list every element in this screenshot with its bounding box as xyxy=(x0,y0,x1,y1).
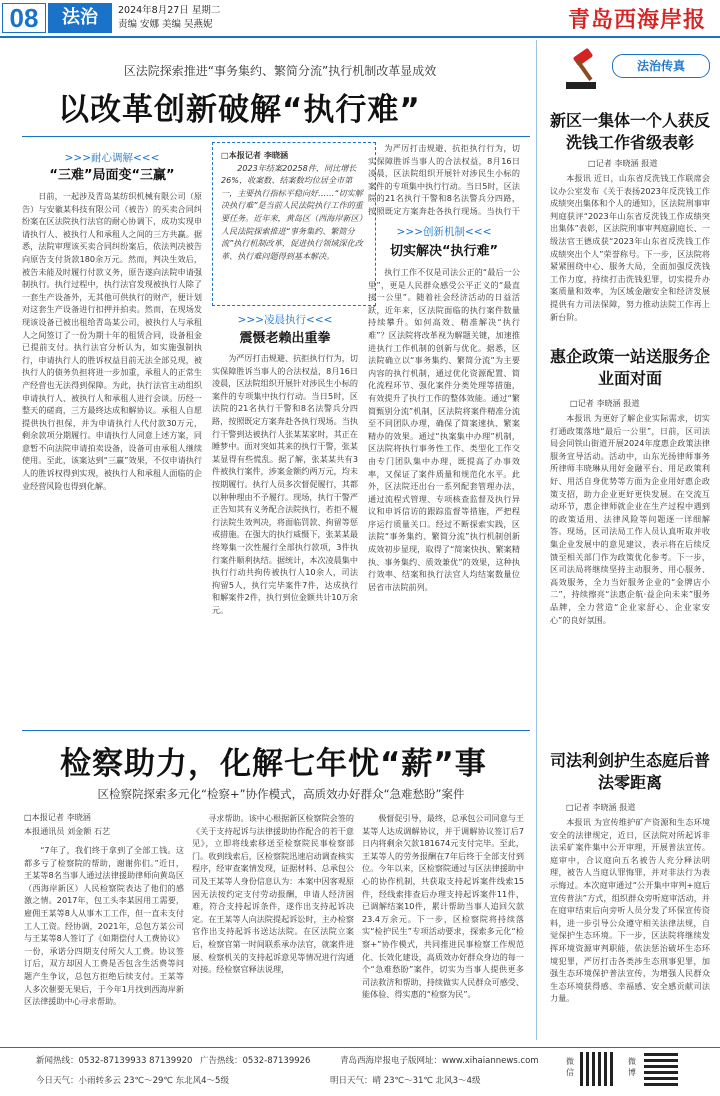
bottom-kicker: 区检察院探索多元化“检察+”协作模式，高质效办好群众“急难愁盼”案件 xyxy=(97,787,465,801)
story-text: 极督促引导，最终，总承包公司同意与王某等人达成调解协议，并于调解协议签订后7日内将剩余欠款181674元支付完毕。至此，王某等人的劳务报酬在7年后终于全部支付到位。今年以来，区检察院通过与区法律援助中心的协作机制，共获取支持起诉案件线索15件，经线索排查后办理支持起诉案件11件，已调解结案10件，累计帮助当事人追回欠款23.4万余元。下一步，区检察院将持续落实“检护民生”专项活动要求，探索多元化“检察+”协作模式，共同推进民事检察工作规范化、长效化建设，高质效办好群众身边的每一个“急难愁盼”案件，切实为当事人提供更多司法救济和帮助，持续做实人民群众可感受、能体验、得实惠的“检察为民”。 xyxy=(362,813,524,1000)
column-name: 法治传真 xyxy=(612,54,710,78)
box-byline: □本报记者 李晓涵 xyxy=(221,150,289,160)
section-name: 法治 xyxy=(48,3,112,33)
box-text: 2023年结案20258件，同比增长26%，收案数、结案数均位居全市第一，主要执行指标平稳向好……“切实解决执行难”是当前人民法院执行工作的重要任务。近年来，黄岛区（西海岸新区）人民法院探索推进“事务集约、繁简分流”执行机制改革，促进执行领域深化改革、执行难问题得到基本解决。 xyxy=(221,162,367,261)
byline: □记者 李晓涵 报道 xyxy=(570,398,640,408)
section-title: 切实解决“执行难” xyxy=(389,244,499,259)
bottom-headline: 检察助力，化解七年忧“薪”事 xyxy=(60,746,487,782)
story-text: 寻求帮助。该中心根据新区检察院会签的《关于支持起诉与法律援助协作配合的若干意见》，立即将线索移送至检察院民事检察部门。收到线索后，区检察院迅速启动调查核实程序，经审查案情发现，证据材料、总承包公司及王某等人身份信息认为：本案中因客观原因无法按约定支付劳动报酬，申请人经济困难，符合支持起诉条件，遂作出支持起诉决定。在王某等人向法院提起诉讼时，主办检察官作出支持起诉书送达法院。在区法院立案后，检察官第一时间联系承办法官，就案件进展、检察机关的支持起诉意见等情况进行沟通对接。经检察官释法说理， xyxy=(192,813,354,975)
story-text: 执行工作不仅是司法公正的“最后一公里”，更是人民群众感受公平正义的“最直接一公里”。随着社会经济活动的日益活跃，近年来，区法院面临的执行案件数量持续攀升。如何高效、精准解决“执行难”？区法院将改革视为解题关键，加速推进执行工作机制的创新与优化。据悉，区法院确立以“事务集约、繁简分流”为主要内容的执行机制，通过优化资源配置、简化流程环节、强化案件分类处理等措施，有效提升了执行工作的整体效能。通过“繁简甄别分流”机制，区法院将案件精准分流至不同团队办理，确保了简案速执、繁案精办的效果。通过“执案集中办理”机制，区法院将执行事务性工作、类型化工作交由专门团队集中办理，既提高了办事效率，又保证了案件质量和规范化水平。此外，区法院还出台一系列配套管理办法，通过流程式管理、专项核查监督及执行异议和申诉信访的跟踪监督等措施，严把程序运行质量关口。经过不断探索实践，区法院“事务集约、繁简分流”执行机制创新成效初步显现，取得了“简案快执、繁案精执、事务集约、质效兼优”的效果，这种执行效率、结案和执行法官人均结案数量位居省市法院前列。 xyxy=(368,267,520,592)
page-footer xyxy=(0,1047,720,1096)
section-tag: >>>耐心调解<<< xyxy=(64,152,160,164)
website: 青岛西海岸报电子版网址：www.xihaiannews.com xyxy=(340,1056,539,1066)
story-text: 日前，一起涉及青岛某纺织机械有限公司（原告）与安徽某科技有限公司（被告）的买卖合同纠纷案在区法院执行法官的耐心协调下，成功实现申请执行人、被执行人和承租人之间的三方共赢。据悉，法院审理该买卖合同纠纷案后，依法判决被告向原告支付货款180余万元。然而，判决生效后，被告未能及时履行付款义务，原告遂向法院申请强制执行。执行过程中，执行法官发现被执行人除了一套生产设备外，无其他可供执行的财产，便计划对这套生产设备进行扣押并拍卖。然而，在现场发现该设备已被出租给青岛某公司，被执行人与承租人之间签订了一份为期十年的租赁合同，设备租金已提前支付。执行法官分析认为，如实施强制执行，申请执行人的胜诉权益目前无法全部兑现，被执行人的债务负担将进一步加重，承租人的正常生产经营也无法得到保障。为此，执行法官主动组织申请执行人、被执行人和承租人进行会谈。历经一整天的磋商，三方最终达成和解协议。承租人自愿提供执行担保，并为申请执行人代付款30万元，剩余款项分期履行。申请执行人同意上述方案，同意暂不向法院申请拍卖设备，设备可由承租人继续使用。至此，该案达到“三赢”效果，不仅申请执行人的胜诉权得到实现，被执行人和承租人面临的企业经营风险也得到化解。 xyxy=(22,191,202,491)
editor-credits: 责编 安娜 美编 吴燕妮 xyxy=(118,19,213,30)
article-title: 新区一集体一个人获反洗钱工作省级表彰 xyxy=(550,111,711,152)
top-headline: 以改革创新破解“执行难” xyxy=(58,92,421,128)
header-meta xyxy=(118,4,220,32)
rule xyxy=(22,136,530,137)
news-hotline: 新闻热线：0532-87139933 87139920 xyxy=(36,1056,193,1066)
column-banner xyxy=(560,46,708,96)
byline: 本报通讯员 刘金额 石艺 xyxy=(24,826,111,836)
summary-box xyxy=(212,142,376,306)
story-text: 为严厉打击规避、抗拒执行行为，切实保障胜诉当事人的合法权益，8月16日凌晨，区法院组织开展针对涉民生小标的案件的专项集中执行行动。当日5时，区法院的21名执行干警和8名法警兵分四路，按照既定方案奔赴各执行现场。当执行干警到达被执行人张某某家时，其正在睡梦中。面对突如其来的执行干警，张某某显得有些慌乱。据了解，张某某共有3件被执行案件，涉案金额约两万元，均未按期履行。执行人员多次督促履行，其都以种种理由不予履行。现场，执行干警严正告知其有义务配合法院执行，若拒不履行法院生效判决，将面临罚款、拘留等惩戒措施。在强大的执行威慑下，张某某最终筹集一次性履行全部执行款项，3件执行案件顺利执结。据统计，本次凌晨集中执行行动共拘传被执行人10余人，司法拘留5人，执行完毕案件7件，达成执行和解案件2件，执行到位金额共计10万余元。 xyxy=(212,353,358,615)
article-text: 本报讯 为更好了解企业实际需求，切实打通政策落地“最后一公里”，日前，区司法局会同铁山街道开展2024年度惠企政策法律服务宣导活动。活动中，山东光扬律师事务所律师丰晓琳从用好金融平台、用足政策利好、用活自身优势等方面为企业用好惠企政策支招，助力企业更好更快发展。在交流互动环节，惠企律师就企业在生产过程中遇到的政策适用、法律风险等问题逐一详细解答。现场，区司法局工作人员认真听取并收集企业发展中的意见建议，表示将在后续反馈至相关部门作为政策优化参考。下一步，区司法局将继续坚持主动服务、用心服务、高效服务，全力当好服务企业的“金牌店小二”，持续擦亮“法惠企航·益企向未来”服务品牌，全力营造“企业家舒心、企业家安心”的良好氛围。 xyxy=(550,413,710,625)
byline: □本报记者 李晓涵 xyxy=(24,812,91,822)
section-title: “三难”局面变“三赢” xyxy=(49,168,175,183)
page-number: 08 xyxy=(2,3,46,33)
byline: □记者 李晓涵 报道 xyxy=(566,802,636,812)
ad-hotline: 广告热线：0532-87139926 xyxy=(200,1056,311,1066)
story-text: “7年了，我们终于拿到了全部工钱。这都多亏了检察院的帮助，谢谢你们。”近日，王某等8名当事人通过法律援助律师向黄岛区（西海岸新区）人民检察院表达了他们的感激之情。2017年，包工头李某因用工需要，雇佣王某等8人从事木工工作，但一直未支付工人工资。经协调，2021年，总包方某公司与王某等8人签订了《如期偿付人工费协议》一份，承诺分四期支付所欠人工费。协议签订后，双方却因人工费是否包含生活费等问题产生争议，总包方拒绝后续支付。王某等人多次催要无果后，于今年1月找到西海岸新区法律援助中心寻求帮助。 xyxy=(24,845,184,1007)
article-title: 惠企政策一站送服务企业面对面 xyxy=(550,347,711,388)
page-header xyxy=(0,0,720,38)
section-tag: >>>凌晨执行<<< xyxy=(237,314,333,326)
story-text: 为严厉打击规避、抗拒执行行为，切实保障胜诉当事人的合法权益，8月16日凌晨，区法院组织开展针对涉民生小标的案件的专项集中执行行动。当日5时，区法院的21名执行干警和8名法警兵分四路，按照既定方案奔赴各执行现场。当执行干 xyxy=(368,143,520,216)
top-kicker: 区法院探索推进“事务集约、繁简分流”执行机制改革显成效 xyxy=(123,64,437,78)
section-tag: >>>创新机制<<< xyxy=(396,226,492,238)
byline: □记者 李晓涵 报道 xyxy=(588,158,658,168)
article-text: 本报讯 近日，山东省反洗钱工作联席会议办公室发布《关于表扬2023年反洗钱工作成绩突出集体和个人的通知》，区法院刑事审判庭获评“2023年山东省反洗钱工作成绩突出集体”表彰，区法院刑事审判庭副庭长、一级法官王德成获“2023年山东省反洗钱工作成绩突出个人”荣誉称号。下一步，区法院将紧紧围绕中心、服务大局，全面加强反洗钱工作力度，持续打击洗钱犯罪，切实提升办案质量和效率，为区域金融安全和经济发展提供有力司法保障，努力推动法院工作再上新台阶。 xyxy=(550,173,710,322)
newspaper-brand: 青岛西海岸报 xyxy=(567,7,706,33)
gavel-icon xyxy=(560,46,610,92)
wechat-qr-icon xyxy=(580,1052,614,1086)
column-divider xyxy=(536,40,537,1040)
rule xyxy=(22,730,530,731)
article-text: 本报讯 为宣传维护矿产资源和生态环境安全的法律规定，近日，区法院对所起诉非法采矿案件集中公开审理，开展普法宣传。庭审中，合议庭向五名被告人充分释法明理，被告人当庭认罪悔罪，并对非法行为表示悔过。本次庭审通过“公开集中审判+庭后宣传普法”方式，组织群众旁听庭审活动，并在庭审结束后向旁听人员分发了环保宣传资料，进一步引导公众遵守相关法律法规，自觉保护生态环境。下一步，区法院将继续发挥环境资源审判职能，依法惩治破坏生态环境犯罪，严厉打击各类涉生态刑事犯罪，加强生态环境保护普法宣传，为增强人民群众生态环境获得感、幸福感、安全感贡献司法力量。 xyxy=(550,817,710,1004)
weather-today: 今日天气：小雨转多云 23℃～29℃ 东北风4～5级 xyxy=(36,1076,229,1086)
weibo-qr-icon xyxy=(644,1052,678,1086)
article-title: 司法利剑护生态庭后普法零距离 xyxy=(550,751,711,792)
issue-date: 2024年8月27日 星期二 xyxy=(118,5,221,16)
section-title: 震慑老赖出重拳 xyxy=(239,331,331,346)
weibo-label: 微博 xyxy=(628,1057,636,1077)
weather-tomorrow: 明日天气：晴 23℃～31℃ 北风3～4级 xyxy=(330,1076,481,1086)
wechat-label: 微信 xyxy=(566,1057,574,1077)
